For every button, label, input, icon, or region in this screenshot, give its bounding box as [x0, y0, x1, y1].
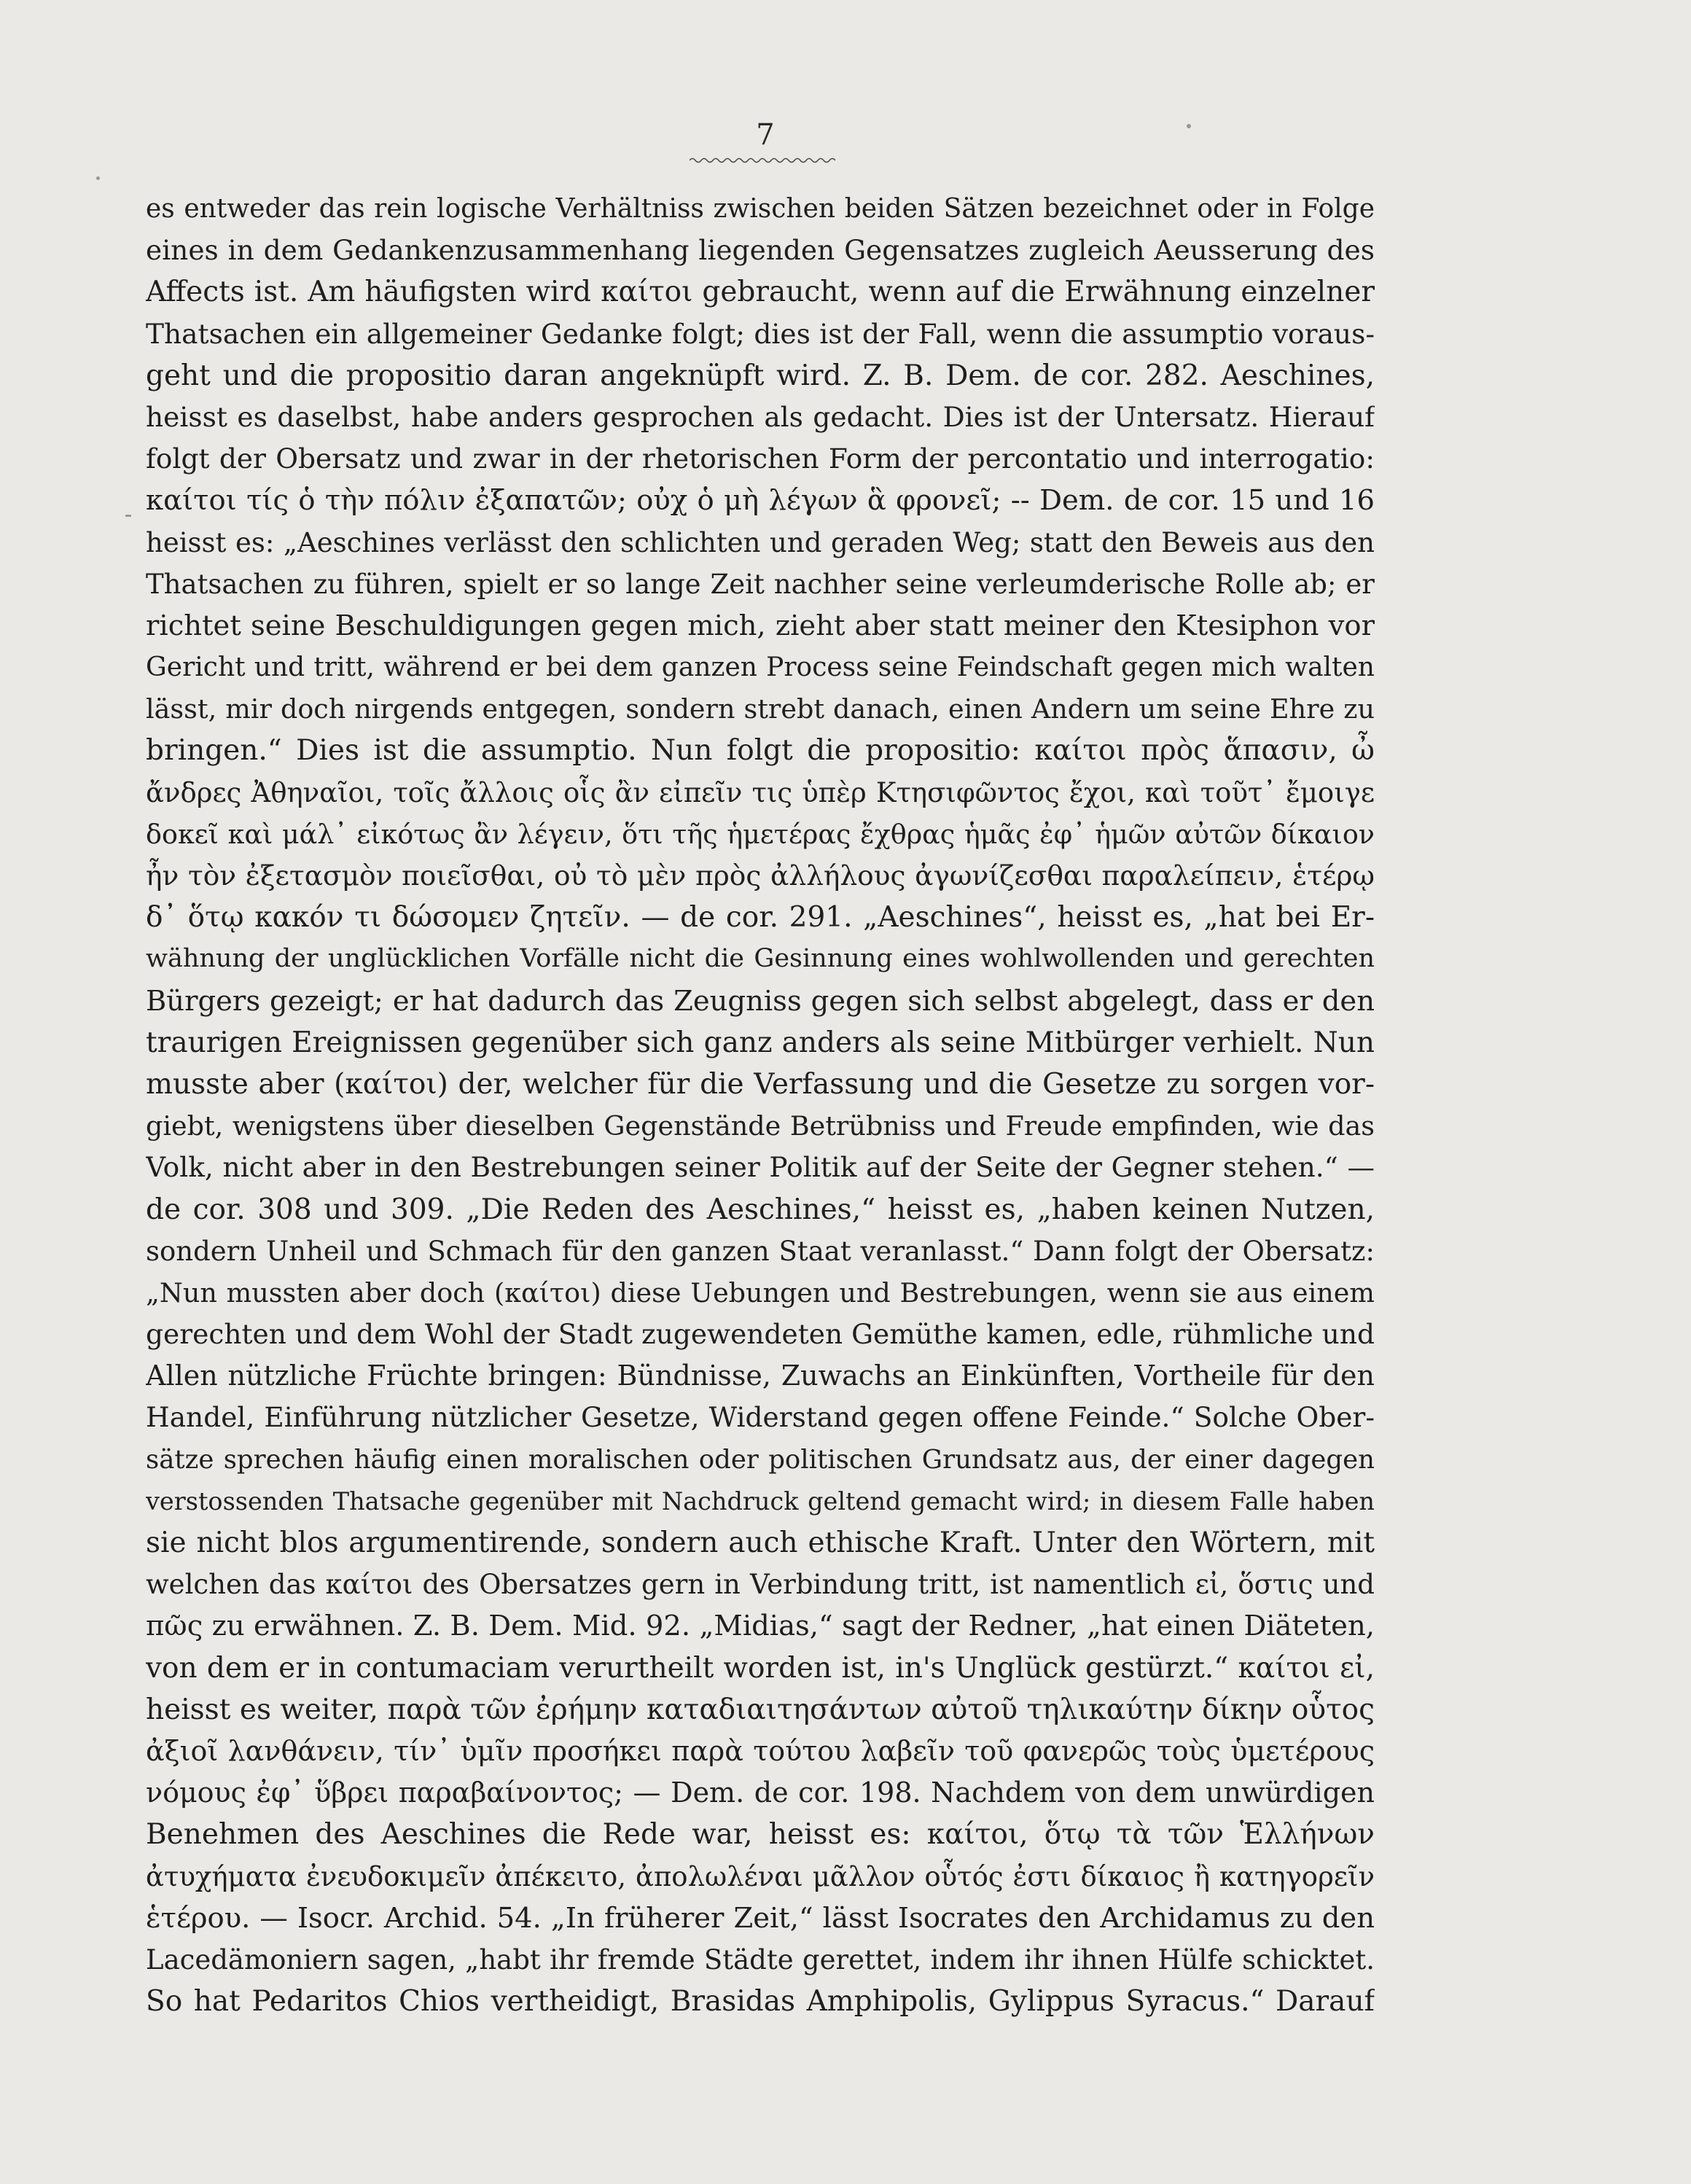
- text-line: Benehmen des Aeschines die Rede war, heisst es: καίτοι, ὅτῳ τὰ τῶν Ἑλλήνων: [146, 1818, 1375, 1852]
- text-line: richtet seine Beschuldigungen gegen mich, zieht aber statt meiner den Ktesiphon vor: [146, 609, 1375, 642]
- page-number-ornament: [690, 156, 835, 165]
- text-line: giebt, wenigstens über dieselben Gegenstände Betrübniss und Freude empfinden, wie das: [146, 1110, 1375, 1142]
- text-line: traurigen Ereignissen gegenüber sich ganz anders als seine Mitbürger verhielt. Nun: [146, 1026, 1375, 1059]
- text-line: ἀτυχήματα ἐνευδοκιμεῖν ἀπέκειτο, ἀπολωλέναι μᾶλλον οὗτός ἐστι δίκαιος ἢ κατηγορεῖν: [146, 1860, 1375, 1892]
- text-line: ἑτέρου. — Isocr. Archid. 54. „In früherer Zeit,“ lässt Isocrates den Archidamus zu den: [146, 1901, 1375, 1935]
- body-text: [146, 188, 1375, 2022]
- text-line: heisst es: „Aeschines verlässt den schlichten und geraden Weg; statt den Beweis aus den: [146, 526, 1375, 558]
- text-line: heisst es daselbst, habe anders gesprochen als gedacht. Dies ist der Untersatz. Hierauf: [146, 400, 1375, 433]
- text-line: folgt der Obersatz und zwar in der rhetorischen Form der percontatio und interrogatio:: [146, 442, 1375, 475]
- text-line: So hat Pedaritos Chios vertheidigt, Brasidas Amphipolis, Gylippus Syracus.“ Darauf: [146, 1985, 1375, 2019]
- text-line: sätze sprechen häufig einen moralischen oder politischen Grundsatz aus, der einer dagegen: [146, 1444, 1375, 1475]
- text-line: Lacedämoniern sagen, „habt ihr fremde Städte gerettet, indem ihr ihnen Hülfe schicktet.: [146, 1943, 1375, 1976]
- text-line: lässt, mir doch nirgends entgegen, sondern strebt danach, einen Andern um seine Ehre zu: [146, 693, 1375, 725]
- text-line: bringen.“ Dies ist die assumptio. Nun folgt die propositio: καίτοι πρὸς ἅπασιν, ὦ: [146, 734, 1375, 768]
- text-line: musste aber (καίτοι) der, welcher für die Verfassung und die Gesetze zu sorgen vor-: [146, 1067, 1375, 1101]
- text-line: wähnung der unglücklichen Vorfälle nicht die Gesinnung eines wohlwollenden und gerechten: [146, 944, 1375, 974]
- text-line: Thatsachen ein allgemeiner Gedanke folgt; dies ist der Fall, wenn die assumptio voraus-: [146, 317, 1375, 350]
- text-line: Bürgers gezeigt; er hat dadurch das Zeugniss gegen sich selbst abgelegt, dass er den: [146, 984, 1375, 1018]
- paper-speck: [1187, 124, 1191, 128]
- text-line: „Nun mussten aber doch (καίτοι) diese Uebungen und Bestrebungen, wenn sie aus einem: [146, 1276, 1375, 1309]
- text-line: es entweder das rein logische Verhältniss zwischen beiden Sätzen bezeichnet oder in Folge: [146, 194, 1375, 224]
- text-line: von dem er in contumaciam verurtheilt worden ist, in's Unglück gestürzt.“ καίτοι εἰ,: [146, 1651, 1375, 1685]
- text-line: sie nicht blos argumentirende, sondern auch ethische Kraft. Unter den Wörtern, mit: [146, 1526, 1375, 1559]
- text-line: Allen nützliche Früchte bringen: Bündnisse, Zuwachs an Einkünften, Vortheile für den: [146, 1360, 1375, 1392]
- text-line: νόμους ἐφ᾽ ὕβρει παραβαίνοντος; — Dem. de cor. 198. Nachdem von dem unwürdigen: [146, 1777, 1375, 1809]
- text-line: Gericht und tritt, während er bei dem ganzen Process seine Feindschaft gegen mich walten: [146, 652, 1375, 683]
- text-line: sondern Unheil und Schmach für den ganzen Staat veranlasst.“ Dann folgt der Obersatz:: [146, 1235, 1375, 1267]
- text-line: ἀξιοῖ λανθάνειν, τίν᾽ ὑμῖν προσήκει παρὰ τούτου λαβεῖν τοῦ φανερῶς τοὺς ὑμετέρους: [146, 1734, 1375, 1767]
- text-line: heisst es weiter, παρὰ τῶν ἐρήμην καταδιαιτησάντων αὐτοῦ τηλικαύτην δίκην οὗτος: [146, 1693, 1375, 1726]
- text-line: ἦν τὸν ἐξετασμὸν ποιεῖσθαι, οὐ τὸ μὲν πρὸς ἀλλήλους ἀγωνίζεσθαι παραλείπειν, ἑτέρῳ: [146, 859, 1375, 892]
- text-line: πῶς zu erwähnen. Z. B. Dem. Mid. 92. „Midias,“ sagt der Redner, „hat einen Diäteten,: [146, 1610, 1375, 1643]
- text-line: de cor. 308 und 309. „Die Reden des Aeschines,“ heisst es, „haben keinen Nutzen,: [146, 1193, 1375, 1226]
- text-line: Thatsachen zu führen, spielt er so lange Zeit nachher seine verleumderische Rolle ab; er: [146, 568, 1375, 600]
- text-line: welchen das καίτοι des Obersatzes gern in Verbindung tritt, ist namentlich εἰ, ὅστις und: [146, 1569, 1375, 1601]
- text-line: Handel, Einführung nützlicher Gesetze, Widerstand gegen offene Feinde.“ Solche Ober-: [146, 1401, 1375, 1434]
- paper-speck: [96, 176, 100, 180]
- text-line: eines in dem Gedankenzusammenhang liegenden Gegensatzes zugleich Aeusserung des: [146, 234, 1375, 267]
- text-line: geht und die propositio daran angeknüpft wird. Z. B. Dem. de cor. 282. Aeschines,: [146, 359, 1375, 392]
- page-number: 7: [756, 118, 775, 152]
- paper-speck: [125, 515, 131, 517]
- text-line: καίτοι τίς ὁ τὴν πόλιν ἐξαπατῶν; οὐχ ὁ μὴ λέγων ἃ φρονεῖ; -- Dem. de cor. 15 und 16: [146, 484, 1375, 518]
- text-line: verstossenden Thatsache gegenüber mit Nachdruck geltend gemacht wird; in diesem Falle haben: [146, 1486, 1375, 1516]
- text-line: ἄνδρες Ἀθηναῖοι, τοῖς ἄλλοις οἷς ἂν εἰπεῖν τις ὑπὲρ Κτησιφῶντος ἔχοι, καὶ τοῦτ᾽ ἔμοιγε: [146, 776, 1375, 808]
- text-line: gerechten und dem Wohl der Stadt zugewendeten Gemüthe kamen, edle, rühmliche und: [146, 1318, 1375, 1351]
- text-line: Volk, nicht aber in den Bestrebungen seiner Politik auf der Seite der Gegner stehen.“ —: [146, 1151, 1375, 1184]
- text-line: δ᾽ ὅτῳ κακόν τι δώσομεν ζητεῖν. — de cor. 291. „Aeschines“, heisst es, „hat bei Er-: [146, 901, 1375, 935]
- text-line: Affects ist. Am häufigsten wird καίτοι gebraucht, wenn auf die Erwähnung einzelner: [146, 276, 1375, 309]
- text-line: δοκεῖ καὶ μάλ᾽ εἰκότως ἂν λέγειν, ὅτι τῆς ἡμετέρας ἔχθρας ἡμᾶς ἐφ᾽ ἡμῶν αὐτῶν δίκαιον: [146, 818, 1375, 850]
